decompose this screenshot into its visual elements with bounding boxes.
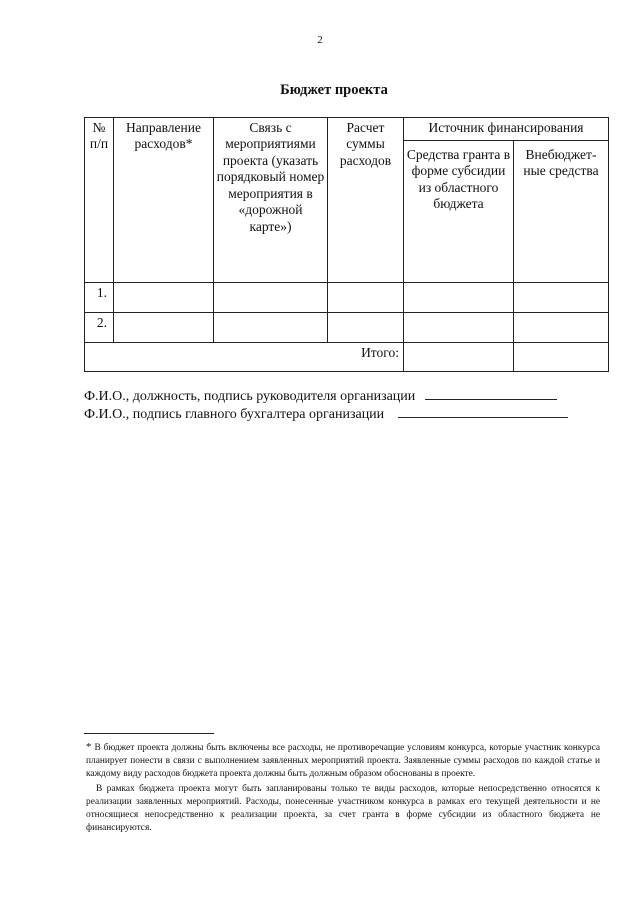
signature-line-accountant <box>84 405 624 423</box>
header-source: Источник финансирования <box>404 118 609 141</box>
cell-link <box>214 283 328 313</box>
document-title: Бюджет проекта <box>280 82 388 98</box>
table-header-row <box>85 118 609 141</box>
total-grant <box>404 343 514 372</box>
signature-head-label: Ф.И.О., должность, подпись руководителя организации <box>84 389 416 404</box>
row-num: 1. <box>85 283 114 313</box>
cell-extra <box>514 283 609 313</box>
cell-grant <box>404 313 514 343</box>
footnote-paragraph-1 <box>86 741 600 781</box>
cell-calc <box>328 313 404 343</box>
signature-accountant-label: Ф.И.О., подпись главного бухгалтера организации <box>84 407 385 422</box>
signature-accountant-blank <box>398 405 568 418</box>
cell-link <box>214 313 328 343</box>
signature-head-blank <box>425 387 557 400</box>
footnote <box>86 741 600 835</box>
header-extra: Внебюджет-ные средства <box>514 141 609 283</box>
footnote-text-1: В бюджет проекта должны быть включены все расходы, не противоречащие условиям конкурса, которые участник конкурса планирует понести в связи с выполнением заявленных мероприятий проекта. Заявленные суммы расходов по каждой статье и каждому виду расходов бюджета проекта должны быть должным образом обоснованы в проекте. <box>86 743 601 779</box>
header-link: Связь с мероприятиями проекта (указать порядковый номер мероприятия в «дорожной карте») <box>214 118 328 283</box>
total-row <box>85 343 609 372</box>
signatures-block <box>84 387 624 423</box>
footnote-paragraph-2: В рамках бюджета проекта могут быть запланированы только те виды расходов, которые непосредственно относятся к реализации заявленных мероприятий. Расходы, понесенные участником конкурса в рамках его текущей деятельности и не относящиеся непосредственно к реализации проекта, за счет гранта в форме субсидии из областного бюджета не финансируются. <box>86 784 600 833</box>
header-calc: Расчет суммы расходов <box>328 118 404 283</box>
table-row <box>85 283 609 313</box>
cell-direction <box>114 283 214 313</box>
cell-calc <box>328 283 404 313</box>
cell-direction <box>114 313 214 343</box>
header-grant: Средства гранта в форме субсидии из областного бюджета <box>404 141 514 283</box>
table-row <box>85 313 609 343</box>
budget-table <box>84 117 609 372</box>
signature-line-head <box>84 387 624 405</box>
header-direction: Направление расходов* <box>114 118 214 283</box>
cell-grant <box>404 283 514 313</box>
footnote-star: * <box>86 741 92 753</box>
header-num: № п/п <box>85 118 114 283</box>
footnote-divider <box>84 733 214 734</box>
total-extra <box>514 343 609 372</box>
total-label: Итого: <box>85 343 404 372</box>
cell-extra <box>514 313 609 343</box>
row-num: 2. <box>85 313 114 343</box>
page-number: 2 <box>317 34 323 46</box>
